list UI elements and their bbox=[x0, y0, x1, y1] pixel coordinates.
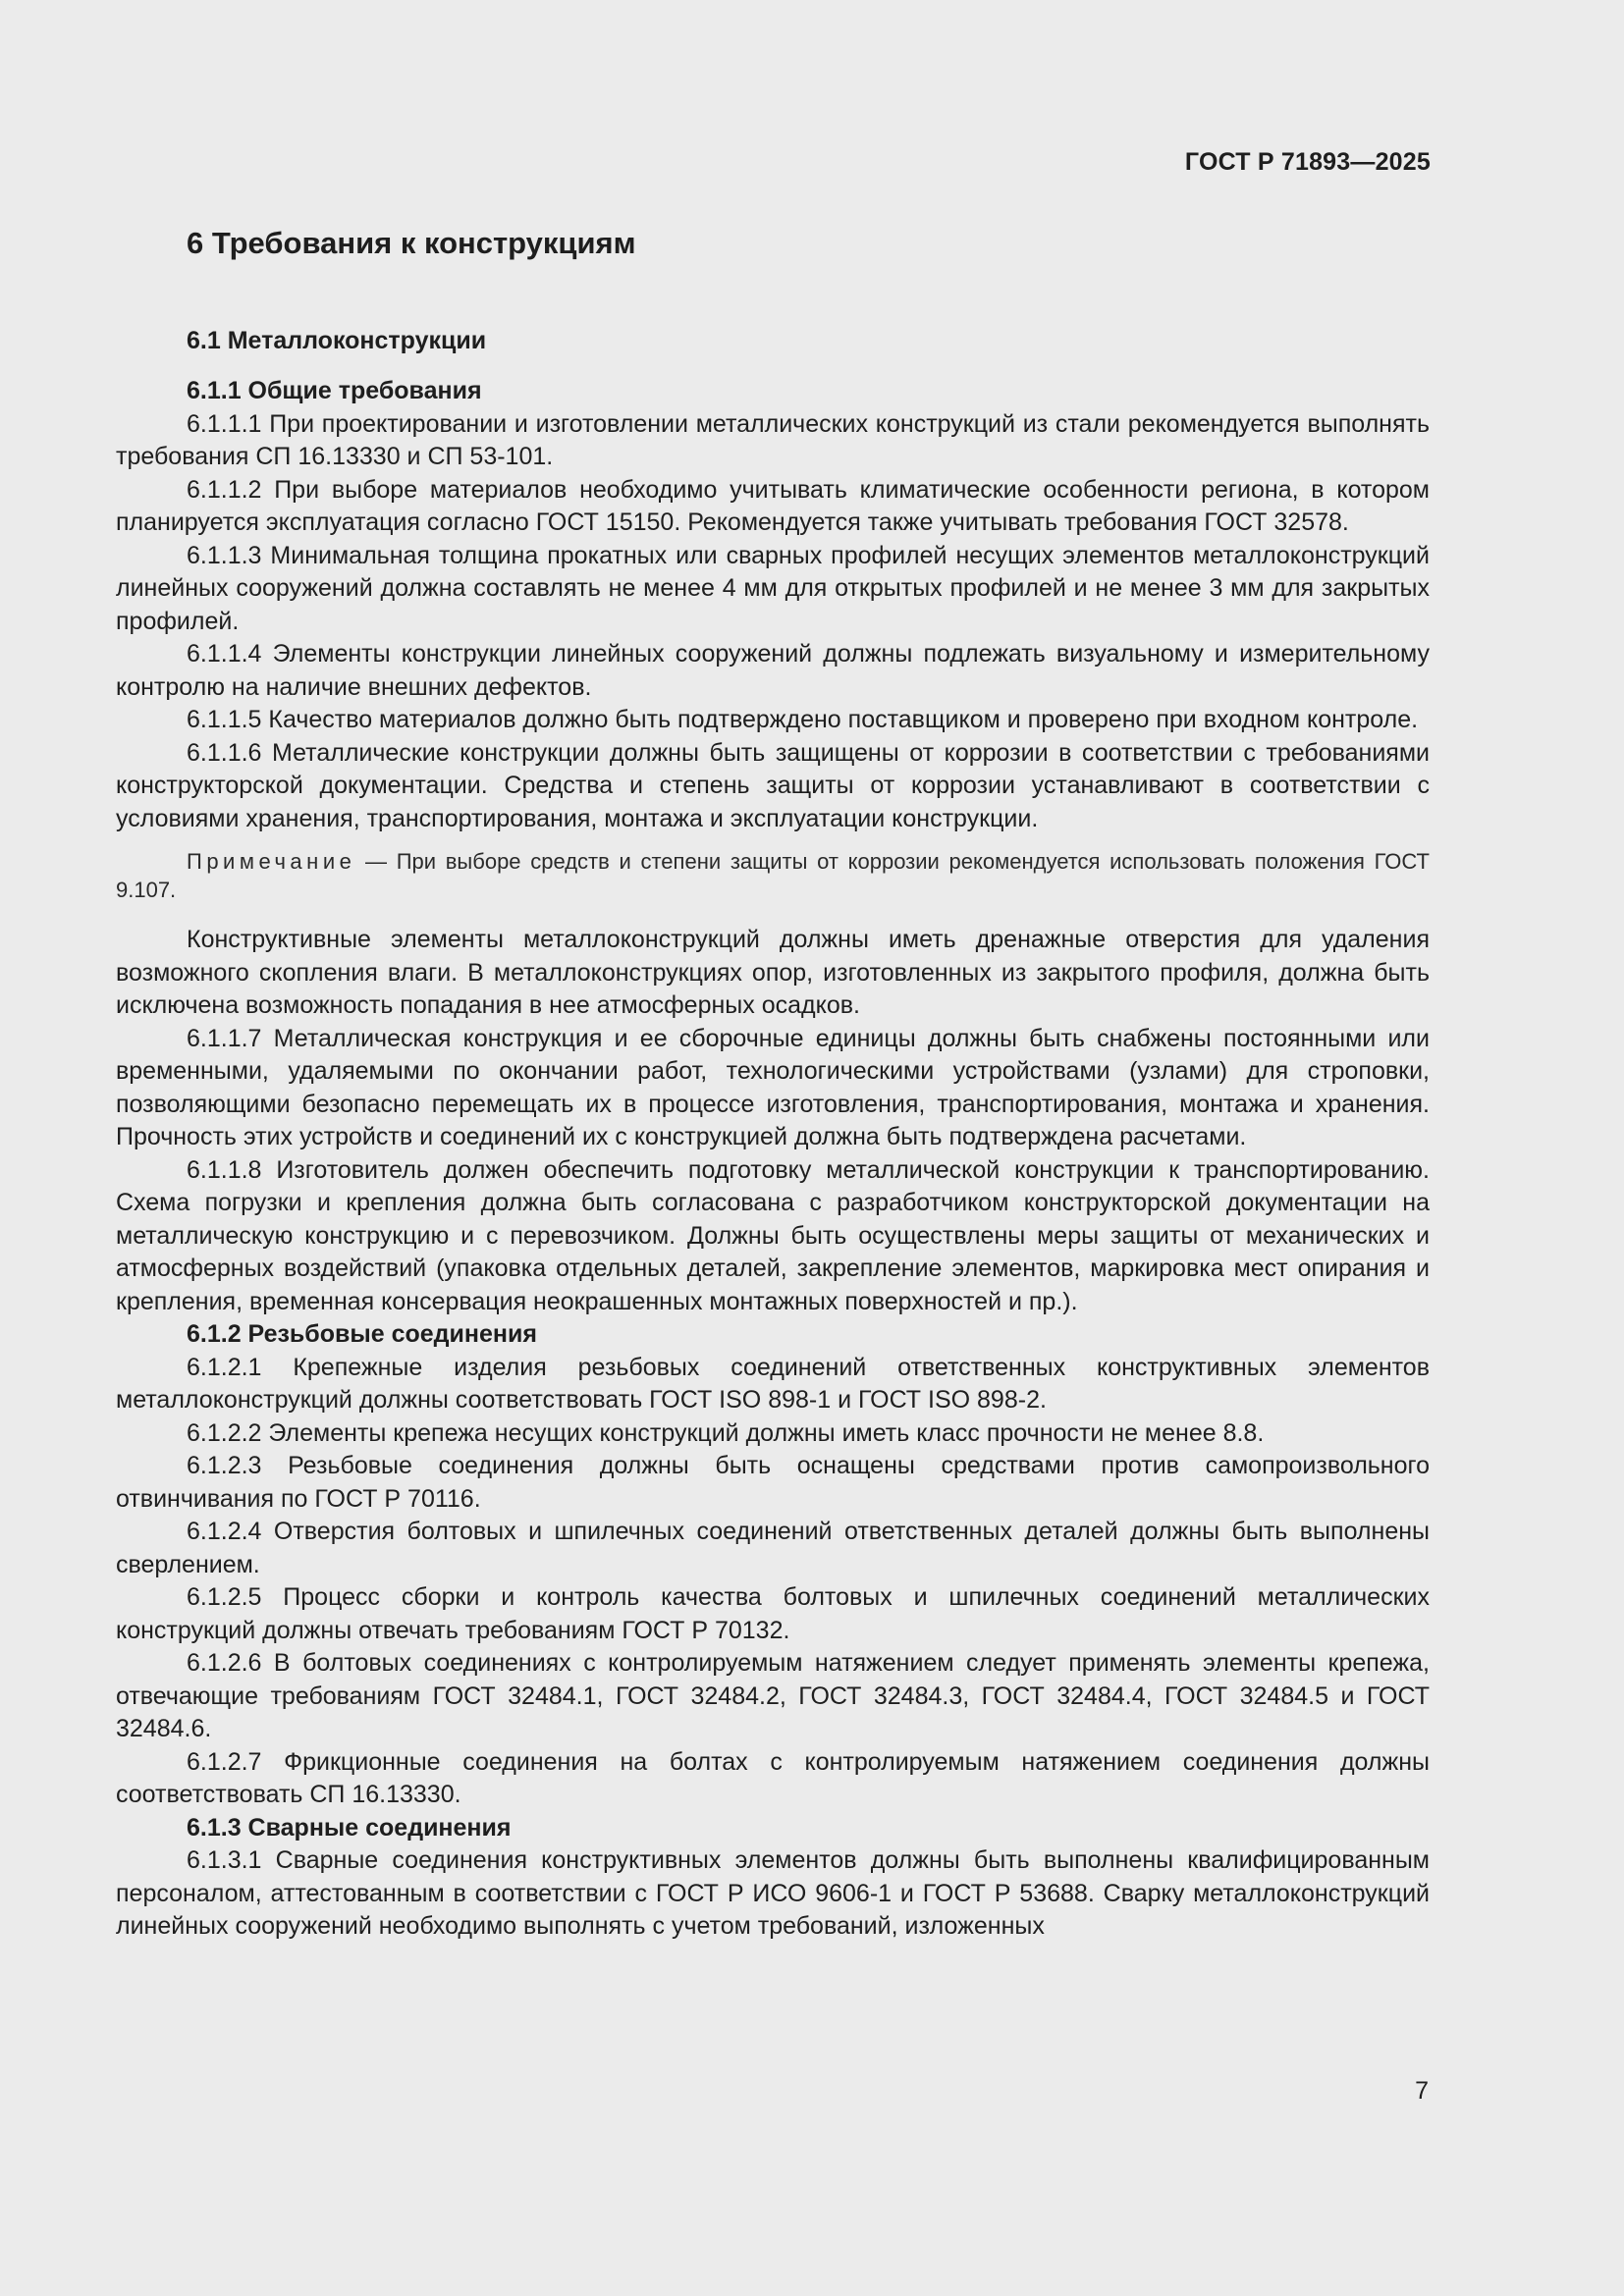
clause-6-1-2-5: 6.1.2.5 Процесс сборки и контроль качества болтовых и шпилечных соединений металлических конструкций должны отвечать требованиям ГОСТ Р 70132. bbox=[116, 1583, 1430, 1644]
clause-6-1-1-6: 6.1.1.6 Металлические конструкции должны быть защищены от коррозии в соответствии с требованиями конструкторской документации. Средства и степень защиты от коррозии устанавливают в соответствии с условиями хранения, транспортирования, монтажа и эксплуатации конструкции. bbox=[116, 738, 1430, 832]
clause-heading-6-1-1: 6.1.1 Общие требования bbox=[187, 377, 482, 404]
clause-6-1-2-4: 6.1.2.4 Отверстия болтовых и шпилечных соединений ответственных деталей должны быть выполнены сверлением. bbox=[116, 1518, 1430, 1578]
note bbox=[116, 847, 1430, 904]
subsection-heading: 6.1 Металлоконструкции bbox=[187, 327, 487, 354]
document-body bbox=[116, 222, 1430, 1944]
clause-heading-6-1-3: 6.1.3 Сварные соединения bbox=[187, 1813, 512, 1842]
clause-6-1-3-1: 6.1.3.1 Сварные соединения конструктивных элементов должны быть выполнены квалифицированным персоналом, аттестованным в соответствии с ГОСТ Р ИСО 9606-1 и ГОСТ Р 53688. Сварку металлоконструкций линейных сооружений необходимо выполнять с учетом требований, изложенных bbox=[116, 1846, 1430, 1940]
paragraph-drainage: Конструктивные элементы металлоконструкций должны иметь дренажные отверстия для удаления возможного скопления влаги. В металлоконструкциях опор, изготовленных из закрытого профиля, должна быть исключена возможность попадания в нее атмосферных осадков. bbox=[116, 926, 1430, 1019]
clause-6-1-2-7: 6.1.2.7 Фрикционные соединения на болтах с контролируемым натяжением соединения должны соответствовать СП 16.13330. bbox=[116, 1747, 1430, 1808]
clause-6-1-1-4: 6.1.1.4 Элементы конструкции линейных сооружений должны подлежать визуальному и измерительному контролю на наличие внешних дефектов. bbox=[116, 640, 1430, 701]
clause-6-1-2-1: 6.1.2.1 Крепежные изделия резьбовых соединений ответственных конструктивных элементов металлоконструкций должны соответствовать ГОСТ ISO 898-1 и ГОСТ ISO 898-2. bbox=[116, 1353, 1430, 1414]
clause-6-1-1-3: 6.1.1.3 Минимальная толщина прокатных или сварных профилей несущих элементов металлоконструкций линейных сооружений должна составлять не менее 4 мм для открытых профилей и не менее 3 мм для закрытых профилей. bbox=[116, 541, 1430, 635]
clause-heading-6-1-2: 6.1.2 Резьбовые соединения bbox=[187, 1320, 537, 1348]
clause-6-1-1-7: 6.1.1.7 Металлическая конструкция и ее сборочные единицы должны быть снабжены постоянными или временными, удаляемыми по окончании работ, технологическими устройствами (узлами) для строповки, позволяющими безопасно перемещать их в процессе изготовления, транспортирования, монтажа и хранения. Прочность этих устройств и соединений их с конструкцией должна быть подтверждена расчетами. bbox=[116, 1024, 1430, 1150]
document-id-header: ГОСТ Р 71893—2025 bbox=[1184, 148, 1431, 176]
note-label: Примечание bbox=[187, 849, 356, 874]
clause-6-1-1-1: 6.1.1.1 При проектировании и изготовлении металлических конструкций из стали рекомендуется выполнять требования СП 16.13330 и СП 53-101. bbox=[116, 409, 1430, 470]
clause-6-1-2-6: 6.1.2.6 В болтовых соединениях с контролируемым натяжением следует применять элементы крепежа, отвечающие требованиям ГОСТ 32484.1, ГОСТ 32484.2, ГОСТ 32484.3, ГОСТ 32484.4, ГОСТ 32484.5 и ГОСТ 32484.6. bbox=[116, 1649, 1430, 1742]
note-text: — При выборе средств и степени защиты от коррозии рекомендуется использовать положения ГОСТ 9.107. bbox=[116, 849, 1430, 902]
clause-6-1-1-2: 6.1.1.2 При выборе материалов необходимо учитывать климатические особенности региона, в котором планируется эксплуатация согласно ГОСТ 15150. Рекомендуется также учитывать требования ГОСТ 32578. bbox=[116, 475, 1430, 536]
clause-6-1-2-2: 6.1.2.2 Элементы крепежа несущих конструкций должны иметь класс прочности не менее 8.8. bbox=[187, 1418, 1265, 1447]
clause-6-1-2-3: 6.1.2.3 Резьбовые соединения должны быть оснащены средствами против самопроизвольного отвинчивания по ГОСТ Р 70116. bbox=[116, 1452, 1430, 1513]
page-number: 7 bbox=[1415, 2077, 1429, 2105]
section-heading: 6 Требования к конструкциям bbox=[187, 226, 636, 260]
clause-6-1-1-5: 6.1.1.5 Качество материалов должно быть подтверждено поставщиком и проверено при входном контроле. bbox=[187, 706, 1419, 733]
clause-6-1-1-8: 6.1.1.8 Изготовитель должен обеспечить подготовку металлической конструкции к транспортированию. Схема погрузки и крепления должна быть согласована с разработчиком конструкторской документации на металлическую конструкцию и с перевозчиком. Должны быть осуществлены меры защиты от механических и атмосферных воздействий (упаковка отдельных деталей, закрепление элементов, маркировка мест опирания и крепления, временная консервация неокрашенных монтажных поверхностей и пр.). bbox=[116, 1155, 1430, 1315]
